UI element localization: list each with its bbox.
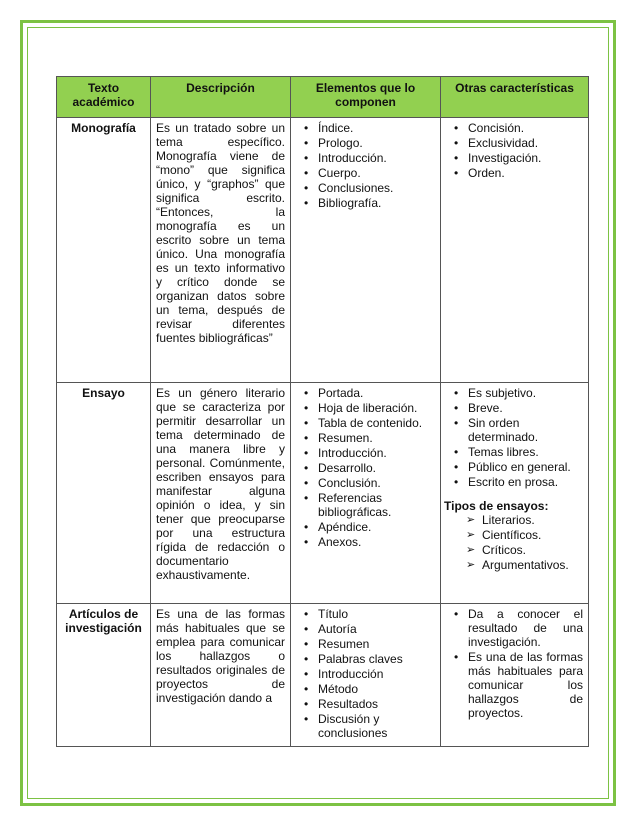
list-item: • Apéndice. <box>296 520 435 534</box>
list-item: • Resumen. <box>296 431 435 445</box>
list-item: • Introducción <box>296 667 435 681</box>
row-other <box>441 604 589 747</box>
list-item: ➢ Literarios. <box>446 513 583 527</box>
header-elementos: Elementos que lo componen <box>291 77 441 118</box>
list-item: • Autoría <box>296 622 435 636</box>
list-item: • Orden. <box>446 166 583 180</box>
list-item: • Escrito en prosa. <box>446 475 583 489</box>
list-item: • Desarrollo. <box>296 461 435 475</box>
row-other <box>441 118 589 383</box>
table-row-articulos <box>57 604 589 747</box>
row-title: Monografía <box>57 118 151 383</box>
header-texto-academico: Texto académico <box>57 77 151 118</box>
list-item: • Palabras claves <box>296 652 435 666</box>
row-title: Artículos de investigación <box>57 604 151 747</box>
list-item: • Tabla de contenido. <box>296 416 435 430</box>
row-elements <box>291 604 441 747</box>
essay-types-title: Tipos de ensayos: <box>444 499 549 513</box>
list-item: • Bibliografía. <box>296 196 435 210</box>
row-elements <box>291 383 441 604</box>
list-item: • Introducción. <box>296 151 435 165</box>
list-item: • Título <box>296 607 435 621</box>
list-item: • Prologo. <box>296 136 435 150</box>
row-elements <box>291 118 441 383</box>
list-item: • Es una de las formas más habituales para comunicar los hallazgos de proyectos. <box>446 650 583 720</box>
comparison-table <box>56 76 589 747</box>
row-title: Ensayo <box>57 383 151 604</box>
row-description: Es un tratado sobre un tema específico. Monografía viene de “mono” que significa único, y “graphos” que significa escrito. “Entonces, la monografía es un escrito sobre un tema único. Una monografía es un texto informativo y crítico donde se organizan datos sobre un tema, después de revisar diferentes fuentes bibliográficas” <box>151 118 291 383</box>
table-row-monografia <box>57 118 589 383</box>
list-item: • Introducción. <box>296 446 435 460</box>
list-item: ➢ Argumentativos. <box>446 558 583 572</box>
list-item: ➢ Críticos. <box>446 543 583 557</box>
list-item: • Cuerpo. <box>296 166 435 180</box>
list-item: • Método <box>296 682 435 696</box>
list-item: • Temas libres. <box>446 445 583 459</box>
list-item: • Resultados <box>296 697 435 711</box>
header-descripcion: Descripción <box>151 77 291 118</box>
list-item: • Discusión y conclusiones <box>296 712 435 740</box>
list-item: • Anexos. <box>296 535 435 549</box>
list-item: • Conclusión. <box>296 476 435 490</box>
table-row-ensayo <box>57 383 589 604</box>
list-item: • Sin orden determinado. <box>446 416 583 444</box>
list-item: • Exclusividad. <box>446 136 583 150</box>
list-item: • Es subjetivo. <box>446 386 583 400</box>
list-item: ➢ Científicos. <box>446 528 583 542</box>
list-item: • Referencias bibliográficas. <box>296 491 435 519</box>
row-description: Es una de las formas más habituales que se emplea para comunicar los hallazgos o resultados originales de proyectos de investigación dando a <box>151 604 291 747</box>
list-item: • Público en general. <box>446 460 583 474</box>
list-item: • Resumen <box>296 637 435 651</box>
list-item: • Portada. <box>296 386 435 400</box>
list-item: • Concisión. <box>446 121 583 135</box>
list-item: • Investigación. <box>446 151 583 165</box>
list-item: • Índice. <box>296 121 435 135</box>
table-header-row <box>57 77 589 118</box>
header-otras-caracteristicas: Otras características <box>441 77 589 118</box>
row-other <box>441 383 589 604</box>
list-item: • Conclusiones. <box>296 181 435 195</box>
list-item: • Hoja de liberación. <box>296 401 435 415</box>
row-description: Es un género literario que se caracteriza por permitir desarrollar un tema determinado de una manera libre y personal. Comúnmente, escriben ensayos para manifestar alguna opinión o idea, y sin tener que preocuparse por una estructura rígida de redacción o documentario exhaustivamente. <box>151 383 291 604</box>
list-item: • Da a conocer el resultado de una investigación. <box>446 607 583 649</box>
list-item: • Breve. <box>446 401 583 415</box>
